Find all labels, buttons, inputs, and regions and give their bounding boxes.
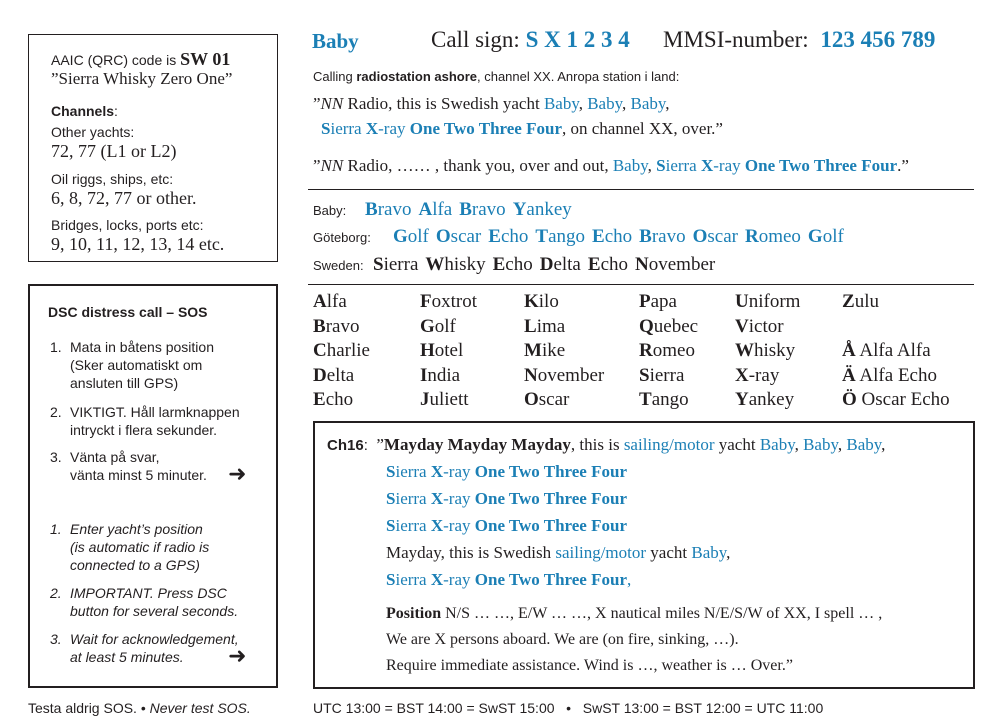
separator: ,: [665, 94, 670, 113]
callsign-word: -ray: [443, 462, 471, 481]
alphabet-initial: R: [639, 340, 653, 361]
alphabet-initial: G: [420, 315, 435, 337]
calling-text: , on channel XX, over.”: [562, 119, 723, 138]
callsign-word: -ray: [443, 489, 471, 508]
baby-name: Baby: [846, 435, 882, 454]
callsign-letter: S: [321, 119, 331, 138]
spelling-initial: E: [587, 254, 601, 275]
mayday-callsign-line: [386, 489, 627, 509]
callsign-number: One Two Three Four: [474, 516, 627, 535]
alphabet-word: [842, 365, 937, 387]
callsign-word: ierra: [395, 489, 427, 508]
callsign-number: One Two Three Four: [744, 156, 898, 175]
aaic-channels-box: [28, 34, 278, 262]
channels-title-line: [51, 103, 118, 119]
footer-sv: Testa aldrig SOS. •: [28, 700, 150, 716]
quote: ”: [313, 94, 321, 113]
alphabet-word: [639, 316, 698, 338]
alphabet-word: [524, 389, 569, 411]
calling-line-3: [313, 156, 909, 176]
calling-text: Radio, this is Swedish yacht: [343, 94, 544, 113]
alphabet-word: [420, 316, 456, 338]
footer-never-test: [28, 700, 251, 716]
arrow-right-icon: ➜: [228, 644, 247, 669]
item-line: vänta minst 5 minuter.: [70, 467, 207, 483]
spelling-word: [425, 254, 485, 275]
spelling-word: [693, 226, 738, 247]
alphabet-initial: U: [735, 291, 749, 312]
item-number: 3.: [50, 449, 62, 465]
channel-group-value: 6, 8, 72, 77 or other.: [51, 188, 197, 208]
position-label: Position: [386, 605, 442, 622]
separator: ,: [627, 570, 632, 589]
callsign-label: Call sign:: [431, 27, 520, 52]
callsign-letter: S: [386, 516, 396, 535]
item-line: Vänta på svar,: [70, 449, 160, 465]
alphabet-word: [639, 365, 684, 387]
alphabet-word: [842, 291, 879, 313]
spelling-rest: ravo: [377, 199, 412, 220]
alphabet-rest: apa: [650, 291, 677, 312]
spelling-initial: O: [435, 226, 451, 247]
boat-name: Baby: [312, 29, 359, 53]
alphabet-word: [313, 340, 370, 362]
spelling-rest: ravo: [471, 199, 506, 220]
callsign-letter: X: [430, 516, 444, 535]
item-number: 2.: [50, 585, 62, 601]
mmsi-value: 123 456 789: [820, 27, 936, 52]
spelling-rest: cho: [604, 226, 633, 247]
alphabet-rest: ankey: [748, 389, 795, 410]
mayday-line-5: [386, 543, 730, 563]
calling-end: .”: [897, 156, 909, 175]
item-line: Wait for acknowledgement,: [70, 631, 239, 647]
callsign-letter: X: [430, 570, 444, 589]
spelling-word: [365, 199, 411, 220]
item-line: Mata in båtens position: [70, 339, 214, 355]
item-line: IMPORTANT. Press DSC: [70, 585, 227, 601]
aaic-code-line: [51, 49, 230, 70]
item-number: 1.: [50, 339, 62, 355]
alphabet-initial: Å: [842, 340, 856, 361]
alphabet-rest: uliett: [429, 389, 469, 410]
time-zone-footer: UTC 13:00 = BST 14:00 = SwST 15:00 • SwST 13:00 = BST 12:00 = UTC 11:00: [313, 700, 824, 716]
alphabet-word: [420, 365, 460, 387]
channel-group-label: Other yachts:: [51, 124, 135, 140]
alphabet-word: [842, 389, 950, 411]
callsign-letter: S: [386, 570, 396, 589]
nn-placeholder: NN: [320, 156, 344, 175]
spelling-initial: T: [535, 226, 549, 247]
spelling-rest: hisky: [444, 254, 486, 275]
alphabet-initial: X: [735, 364, 749, 386]
spelling-rest: ierra: [383, 254, 419, 275]
alphabet-word: [420, 340, 463, 362]
channel-group-value: 72, 77 (L1 or L2): [51, 141, 177, 161]
callsign-letter: S: [386, 462, 396, 481]
alphabet-word: [735, 316, 784, 338]
alphabet-word: [313, 365, 354, 387]
alphabet-rest: ilo: [538, 291, 559, 312]
spelling-initial: A: [418, 199, 433, 220]
alphabet-initial: A: [313, 291, 327, 312]
callsign-number: One Two Three Four: [409, 119, 562, 138]
sos-title: DSC distress call – SOS: [48, 304, 208, 320]
alphabet-rest: ovember: [537, 364, 605, 386]
alphabet-rest: cho: [325, 389, 354, 410]
spelling-word: [635, 254, 715, 275]
spelling-initial: B: [365, 199, 378, 220]
alphabet-rest: ndia: [427, 364, 461, 386]
spelling-label: Göteborg:: [313, 230, 371, 245]
spelling-rest: scar: [707, 226, 738, 247]
alphabet-word: [639, 340, 695, 362]
channels-colon: :: [114, 103, 118, 119]
spelling-label: Sweden:: [313, 258, 364, 273]
mayday-callsign-line: [386, 516, 627, 536]
alphabet-rest: uebec: [653, 315, 699, 337]
spelling-word: [808, 226, 844, 247]
item-number: 2.: [50, 404, 62, 420]
spelling-initial: E: [492, 254, 506, 275]
spelling-row: [313, 226, 851, 248]
spelling-rest: elta: [553, 254, 581, 275]
mayday-words: Mayday Mayday Mayday: [383, 435, 571, 454]
alphabet-initial: O: [524, 389, 539, 410]
alphabet-rest: ictor: [748, 315, 784, 337]
spelling-rest: cho: [505, 254, 533, 275]
callsign-word: ierra: [395, 516, 427, 535]
callsign-number: One Two Three Four: [474, 489, 627, 508]
item-line: intryckt i flera sekunder.: [70, 422, 218, 438]
alphabet-rest: niform: [748, 291, 801, 312]
spelling-word: [436, 226, 481, 247]
alphabet-initial: Z: [842, 291, 855, 312]
spelling-initial: W: [425, 254, 445, 275]
alphabet-word: [735, 291, 800, 313]
spelling-rest: cho: [500, 226, 529, 247]
item-line: (is automatic if radio is: [70, 539, 210, 555]
quote: ”: [376, 435, 384, 454]
divider: [308, 284, 974, 285]
calling-intro-post: , channel XX. Anropa station i land:: [477, 69, 680, 84]
callsign-letter: X: [365, 119, 379, 138]
arrow-right-icon: ➜: [228, 462, 247, 487]
item-text: [70, 403, 240, 439]
callsign-word: ierra: [330, 119, 362, 138]
item-line: button for several seconds.: [70, 603, 239, 619]
mayday-callsign-line: [386, 462, 627, 482]
alphabet-word: [313, 389, 353, 411]
alphabet-rest: ulu: [854, 291, 879, 312]
spelling-word: [588, 254, 628, 275]
mmsi-line: [663, 27, 935, 53]
spelling-initial: E: [488, 226, 501, 247]
item-line: at least 5 minutes.: [70, 649, 184, 665]
item-line: VIKTIGT. Håll larmknappen: [70, 404, 240, 420]
spelling-word: [535, 226, 585, 247]
item-line: (Sker automatiskt om: [70, 357, 203, 373]
alphabet-word: [524, 365, 604, 387]
spelling-row: [313, 199, 579, 221]
spelling-word: [488, 226, 528, 247]
spelling-word: [418, 199, 452, 220]
callsign-letter: S: [656, 156, 666, 175]
alphabet-rest: -ray: [748, 364, 780, 386]
mayday-box: [313, 421, 975, 689]
item-text: [70, 584, 238, 620]
item-number: 1.: [50, 521, 62, 537]
spelling-word: [592, 226, 632, 247]
separator: ,: [726, 543, 731, 562]
alphabet-word: [524, 340, 565, 362]
callsign-letter: X: [430, 489, 444, 508]
baby-name: Baby: [630, 94, 666, 113]
alphabet-initial: P: [639, 291, 651, 312]
alphabet-initial: V: [735, 315, 749, 337]
separator: ,: [837, 435, 847, 454]
vessel-type: sailing/motor: [555, 543, 647, 562]
alphabet-initial: J: [420, 389, 430, 410]
spelling-initial: Y: [512, 199, 527, 220]
spelling-rest: lfa: [432, 199, 453, 220]
alphabet-rest: ike: [541, 340, 566, 361]
calling-intro: [313, 69, 679, 84]
spelling-initial: D: [539, 254, 554, 275]
callsign-word: -ray: [378, 119, 406, 138]
spelling-word: [393, 226, 429, 247]
spelling-rest: cho: [600, 254, 628, 275]
alphabet-rest: Oscar Echo: [856, 389, 950, 410]
alphabet-initial: Ä: [842, 364, 856, 386]
spelling-rest: ovember: [648, 254, 716, 275]
footer-en: Never test SOS.: [149, 700, 251, 716]
spelling-word: [540, 254, 581, 275]
mayday-text: , this is: [570, 435, 624, 454]
alphabet-initial: K: [524, 291, 539, 312]
alphabet-rest: harlie: [326, 340, 370, 361]
dsc-sos-box: [28, 284, 278, 688]
mayday-persons-line: We are X persons aboard. We are (on fire, sinking, …).: [386, 631, 739, 648]
alphabet-word: [313, 291, 347, 313]
mayday-position-line: [386, 605, 882, 623]
item-number: 3.: [50, 631, 62, 647]
spelling-word: [745, 226, 801, 247]
baby-name: Baby: [587, 94, 622, 113]
alphabet-word: [735, 365, 779, 387]
item-line: connected to a GPS): [70, 557, 200, 573]
alphabet-word: [524, 291, 559, 313]
spelling-row: [313, 254, 722, 276]
alphabet-initial: C: [313, 340, 327, 361]
alphabet-initial: M: [524, 340, 542, 361]
mayday-line-1: [327, 435, 885, 455]
spelling-word: [373, 254, 418, 275]
separator: ,: [794, 435, 804, 454]
alphabet-word: [524, 316, 565, 338]
divider: [308, 189, 974, 190]
callsign-word: ierra: [665, 156, 697, 175]
alphabet-rest: omeo: [652, 340, 695, 361]
callsign-word: -ray: [713, 156, 741, 175]
spelling-initial: G: [393, 226, 408, 247]
baby-name: Baby: [691, 543, 727, 562]
alphabet-initial: Ö: [842, 389, 857, 410]
spelling-initial: N: [635, 254, 649, 275]
separator: ,: [578, 94, 588, 113]
item-text: [70, 338, 214, 392]
mayday-callsign-line: [386, 570, 631, 590]
spelling-label: Baby:: [313, 203, 347, 218]
alphabet-initial: I: [420, 364, 428, 386]
callsign-number: One Two Three Four: [474, 570, 627, 589]
alphabet-rest: ango: [651, 389, 689, 410]
mayday-require-line: Require immediate assistance. Wind is …, weather is … Over.”: [386, 657, 793, 674]
callsign-number: One Two Three Four: [474, 462, 627, 481]
spelling-word: [493, 254, 533, 275]
callsign-value: S X 1 2 3 4: [525, 27, 630, 52]
spelling-rest: ango: [548, 226, 586, 247]
alphabet-word: [639, 291, 677, 313]
alphabet-initial: F: [420, 291, 432, 312]
spelling-initial: O: [692, 226, 708, 247]
channel-group-label: Bridges, locks, ports etc:: [51, 217, 204, 233]
calling-line-2: [321, 119, 723, 139]
alphabet-word: [420, 389, 469, 411]
spelling-word: [459, 199, 505, 220]
alphabet-rest: hisky: [754, 340, 796, 361]
callsign-word: ierra: [395, 570, 427, 589]
item-line: Enter yacht’s position: [70, 521, 203, 537]
alphabet-initial: H: [420, 340, 435, 361]
alphabet-word: [735, 340, 795, 362]
item-text: [70, 448, 207, 484]
item-text: [70, 630, 239, 666]
baby-name: Baby: [803, 435, 838, 454]
mmsi-label: MMSI-number:: [663, 27, 809, 52]
alphabet-initial: T: [639, 389, 652, 410]
channel-16-label: Ch16: [327, 437, 364, 454]
alphabet-word: [313, 316, 359, 338]
alphabet-initial: Y: [735, 389, 749, 410]
spelling-rest: olf: [407, 226, 429, 247]
spelling-rest: scar: [450, 226, 482, 247]
mayday-text: Mayday, this is Swedish: [386, 543, 556, 562]
spelling-initial: E: [592, 226, 605, 247]
calling-line-1: [313, 94, 670, 114]
callsign-letter: X: [700, 156, 714, 175]
alphabet-rest: ima: [536, 315, 566, 337]
callsign-letter: X: [430, 462, 444, 481]
alphabet-initial: B: [313, 315, 326, 337]
quote: ”: [313, 156, 321, 175]
alphabet-rest: Alfa Alfa: [855, 340, 931, 361]
channel-group-value: 9, 10, 11, 12, 13, 14 etc.: [51, 234, 225, 254]
item-line: ansluten till GPS): [70, 375, 179, 391]
alphabet-rest: Alfa Echo: [855, 364, 937, 386]
mayday-text: yacht: [646, 543, 692, 562]
baby-name: Baby: [612, 156, 648, 175]
alphabet-rest: scar: [538, 389, 570, 410]
callsign-line: [431, 27, 630, 53]
aaic-code-value: SW 01: [180, 49, 231, 69]
spelling-rest: olf: [822, 226, 844, 247]
alphabet-initial: E: [313, 389, 326, 410]
alphabet-rest: olf: [434, 315, 456, 337]
alphabet-word: [842, 340, 931, 362]
alphabet-initial: L: [524, 315, 537, 337]
callsign-letter: S: [386, 489, 396, 508]
alphabet-rest: ravo: [325, 315, 360, 337]
aaic-code-label: AAIC (QRC) code is: [51, 52, 177, 68]
alphabet-initial: D: [313, 364, 327, 386]
calling-text: Radio, …… , thank you, over and out,: [343, 156, 613, 175]
channel-group-label: Oil riggs, ships, etc:: [51, 171, 174, 187]
separator: ,: [881, 435, 886, 454]
alphabet-initial: N: [524, 364, 538, 386]
spelling-rest: ravo: [651, 226, 686, 247]
alphabet-word: [420, 291, 477, 313]
alphabet-rest: lfa: [326, 291, 347, 312]
alphabet-word: [639, 389, 689, 411]
calling-intro-bold: radiostation ashore: [356, 69, 477, 84]
channel-colon: :: [363, 437, 368, 454]
alphabet-initial: W: [735, 340, 754, 361]
spelling-rest: omeo: [758, 226, 801, 247]
spelling-initial: B: [459, 199, 472, 220]
alphabet-initial: Q: [639, 315, 654, 337]
spelling-initial: S: [373, 254, 384, 275]
position-text: N/S … …, E/W … …, X nautical miles N/E/S/W of XX, I spell … ,: [441, 605, 883, 622]
baby-name: Baby: [543, 94, 579, 113]
channels-title: Channels: [51, 103, 115, 119]
calling-intro-pre: Calling: [313, 69, 357, 84]
item-text: [70, 520, 209, 574]
alphabet-initial: S: [639, 364, 650, 386]
alphabet-word: [735, 389, 794, 411]
alphabet-rest: elta: [326, 364, 355, 386]
spelling-initial: G: [807, 226, 823, 247]
separator: ,: [647, 156, 657, 175]
separator: ,: [622, 94, 631, 113]
alphabet-rest: otel: [434, 340, 464, 361]
spelling-initial: R: [744, 226, 759, 247]
spelling-word: [513, 199, 572, 220]
alphabet-rest: oxtrot: [431, 291, 477, 312]
spelling-word: [639, 226, 685, 247]
nn-placeholder: NN: [320, 94, 344, 113]
callsign-word: -ray: [443, 570, 471, 589]
spelling-rest: ankey: [526, 199, 572, 220]
callsign-word: ierra: [395, 462, 427, 481]
alphabet-rest: ierra: [649, 364, 685, 386]
callsign-word: -ray: [443, 516, 471, 535]
baby-name: Baby: [759, 435, 795, 454]
aaic-phonetic: ”Sierra Whisky Zero One”: [51, 69, 233, 88]
spelling-initial: B: [639, 226, 652, 247]
mayday-text: yacht: [714, 435, 760, 454]
vessel-type: sailing/motor: [623, 435, 715, 454]
